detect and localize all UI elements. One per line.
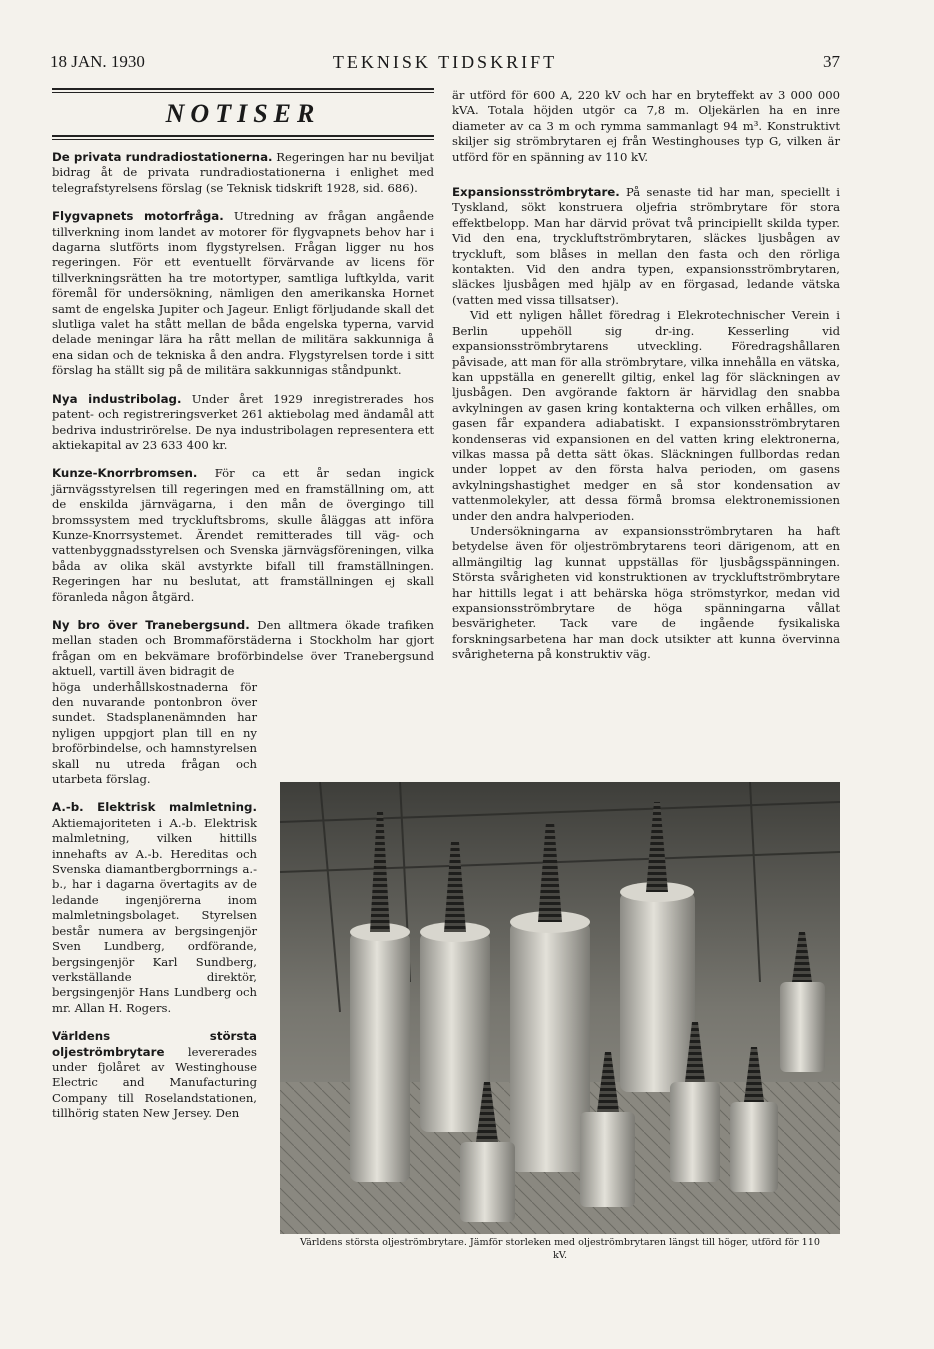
photo-caption: Världens största oljeströmbrytare. Jämför storleken med oljeströmbrytaren längst till höger, utförd för 110 kV. xyxy=(300,1237,820,1261)
article-heading: De privata rundradiostationerna. xyxy=(52,150,273,164)
article-body: Under året 1929 inregistrerades hos patent- och registreringsverket 261 aktiebolag med ändamål att bedriva industrirörelse. De nya industribolagen representera ett aktiekapital av 23 633 400 kr. xyxy=(52,391,435,452)
article-expansion-p2 xyxy=(452,308,840,524)
section-rule-bottom xyxy=(52,135,434,140)
article-body: är utförd för 600 A, 220 kV och har en bryteffekt av 3 000 000 kVA. Totala höjden utgör ca 7,8 m. Oljekärlen ha en inre diameter av ca 3 m och rymma sammanlagt 94 m³. Konstruktivt skiljer sig strömbrytaren ej från Westinghouses typ G, vilken är utförd för en spänning av 110 kV. xyxy=(452,88,840,164)
page-number: 37 xyxy=(823,52,840,71)
section-title: NOTISER xyxy=(165,99,321,128)
article-oljestrombrytare-cont xyxy=(452,88,840,165)
article-heading: Kunze-Knorrbromsen. xyxy=(52,466,198,481)
article-body: höga underhållskostnaderna för den nuvarande pontonbron över sundet. Stadsplanenämnden har nyligen uppgjort plan till en ny broförbindelse, och hamnstyrelsen skall nu utreda frågan och utarbeta förslag. xyxy=(52,679,257,787)
journal-title: TEKNISK TIDSKRIFT xyxy=(332,52,558,72)
article-flygvapnet xyxy=(52,209,434,378)
article-heading: Ny bro över Tranebergsund. xyxy=(52,617,250,632)
article-industribolag xyxy=(52,392,434,454)
page-header xyxy=(50,52,840,76)
issue-date: 18 JAN. 1930 xyxy=(50,52,145,71)
circuit-breaker-photo xyxy=(280,782,840,1234)
article-heading: A.-b. Elektrisk malmletning. xyxy=(52,800,257,815)
article-body: Aktiemajoriteten i A.-b. Elektrisk malmletning, vilken hittills innehafts av A.-b. Hereditas och Svenska diamantbergborrnings a.-b., har i dagarna övertagits av de ledande ingenjörerna inom malmletningsbolaget. Styrelsen består numera av bergsingenjör Sven Lundberg, ordförande, bergsingenjör Karl Sundberg, verkställande direktör, bergsingenjör Hans Lundberg och mr. Allan H. Rogers. xyxy=(52,815,257,1015)
article-heading: Nya industribolag. xyxy=(52,391,182,406)
article-tranebergsund xyxy=(52,618,434,680)
article-body: För ca ett år sedan ingick järnvägsstyrelsen till regeringen med en framställning om, att de enskilda järnvägarna, i den mån de övergingo till bromssystem med tryckluftsbroms, skulle åläggas att införa Kunze-Knorrsystemet. Ärendet remitterades till väg- och vattenbyggnadsstyrelsen och Svenska järnvägsföreningen, vilka båda av olika skäl avstyrkte bifall till framställningen. Regeringen har nu beslutat, att framställningen ej skall föranleda någon åtgärd. xyxy=(52,466,434,604)
section-rule-top xyxy=(52,88,434,93)
article-kunze-knorr xyxy=(52,466,434,605)
article-body: levererades under fjolåret av Westinghouse Electric and Manufacturing Company till Roselandstationen, tillhörig staten New Jersey. Den xyxy=(52,1044,257,1121)
article-body: Undersökningarna av expansionsströmbrytaren ha haft betydelse även för oljeströmbrytarens teori därigenom, att en allmängiltig lag kunnat uppställas för ljusbågsspänningen. Största svårigheten vid konstruktionen av tryckluftströmbrytare har hittills legat i att behärska höga strömstyrkor, medan vid expansionsströmbrytare de höga spänningarna vållat besvärigheter. Tack vare de ingående fysikaliska forskningsarbetena har man dock utsikter att kunna övervinna svårigheterna på konstruktiv väg. xyxy=(452,523,840,662)
right-column xyxy=(452,88,840,663)
article-body: På senaste tid har man, speciellt i Tyskland, sökt konstruera oljefria strömbrytare för stora effektbelopp. Man har därvid prövat två principiellt skilda typer. Vid den ena, tryckluftströmbrytaren, släckes ljusbågen av tryckluft, som blåses in mellan den fasta och den rörliga kontakten. Vid den andra typen, expansionsströmbrytaren, släckes ljusbågen med hjälp av en förgasad, ledande vätska (vatten med vissa tillsatser). xyxy=(452,185,840,307)
article-malmletning xyxy=(52,800,257,1016)
photo-illustration xyxy=(280,782,840,1234)
article-body: Regeringen har nu beviljat bidrag åt de privata rundradiostationerna i enlighet med telegrafstyrelsens förslag (se Teknisk tidskrift 1928, sid. 686). xyxy=(52,150,435,195)
article-heading: Flygvapnets motorfråga. xyxy=(52,209,224,224)
article-body: Vid ett nyligen hållet föredrag i Elekrotechnischer Verein i Berlin uppehöll sig dr-ing. Kesserling vid expansionsströmbrytarens utveckling. Föredragshållaren påvisade, att man för alla strömbrytare, vilka innehålla en vätska, kan uppställa en generellt giltig, enkel lag för släckningen av ljusbågen. Den avgörande faktorn är härvidlag den snabba avkylningen av gasen kring kontakterna och vilken erhålles, om gasen får expandera adiabatiskt. I expansionsströmbrytaren kondenseras vid expansionen en del vatten kring elektronerna, vilkas massa på detta sätt ökas. Släckningen fullbordas redan under loppet av den första halva perioden, om gasens avkylningshastighet medger en så stor kondensation av vattenmolekyler, att dessa förmå bromsa elektronemissionen under den andra halvperioden. xyxy=(452,308,840,523)
article-tranebergsund-cont xyxy=(52,680,257,788)
article-heading: Expansionsströmbrytare. xyxy=(452,185,620,200)
article-body: Utredning av frågan angående tillverkning inom landet av motorer för flygvapnets behov har i dagarna slutförts inom flygstyrelsen. Frågan ligger nu hos regeringen. För ett eventuellt förvärvande av licens för tillverkningsrätten ha tre motortyper, samtliga luftkylda, varit föremål för undersökning, nämligen den amerikanska Hornet samt de engelska Jupiter och Jageur. Enligt förljudande skall det slutliga valet ha stått mellan de båda engelska typerna, varvid delade meningar lära ha rått mellan de militära sakkunniga å ena sidan och de tekniska å den andra. Flygstyrelsen torde i sitt förslag ha ställt sig på de militära sakkunnigas ståndpunkt. xyxy=(52,209,434,378)
article-oljestrombrytare xyxy=(52,1029,257,1121)
article-body: Den alltmera ökade trafiken mellan staden och Brommaförstäderna i Stockholm har gjort frågan om en bekvämare broförbindelse över Tranebergsund aktuell, vartill även bidragit de xyxy=(52,617,434,679)
article-rundradio xyxy=(52,150,434,196)
article-heading: Världens största oljeströmbrytare xyxy=(52,1029,257,1059)
article-expansion-p3 xyxy=(452,524,840,663)
article-expansion xyxy=(452,185,840,308)
